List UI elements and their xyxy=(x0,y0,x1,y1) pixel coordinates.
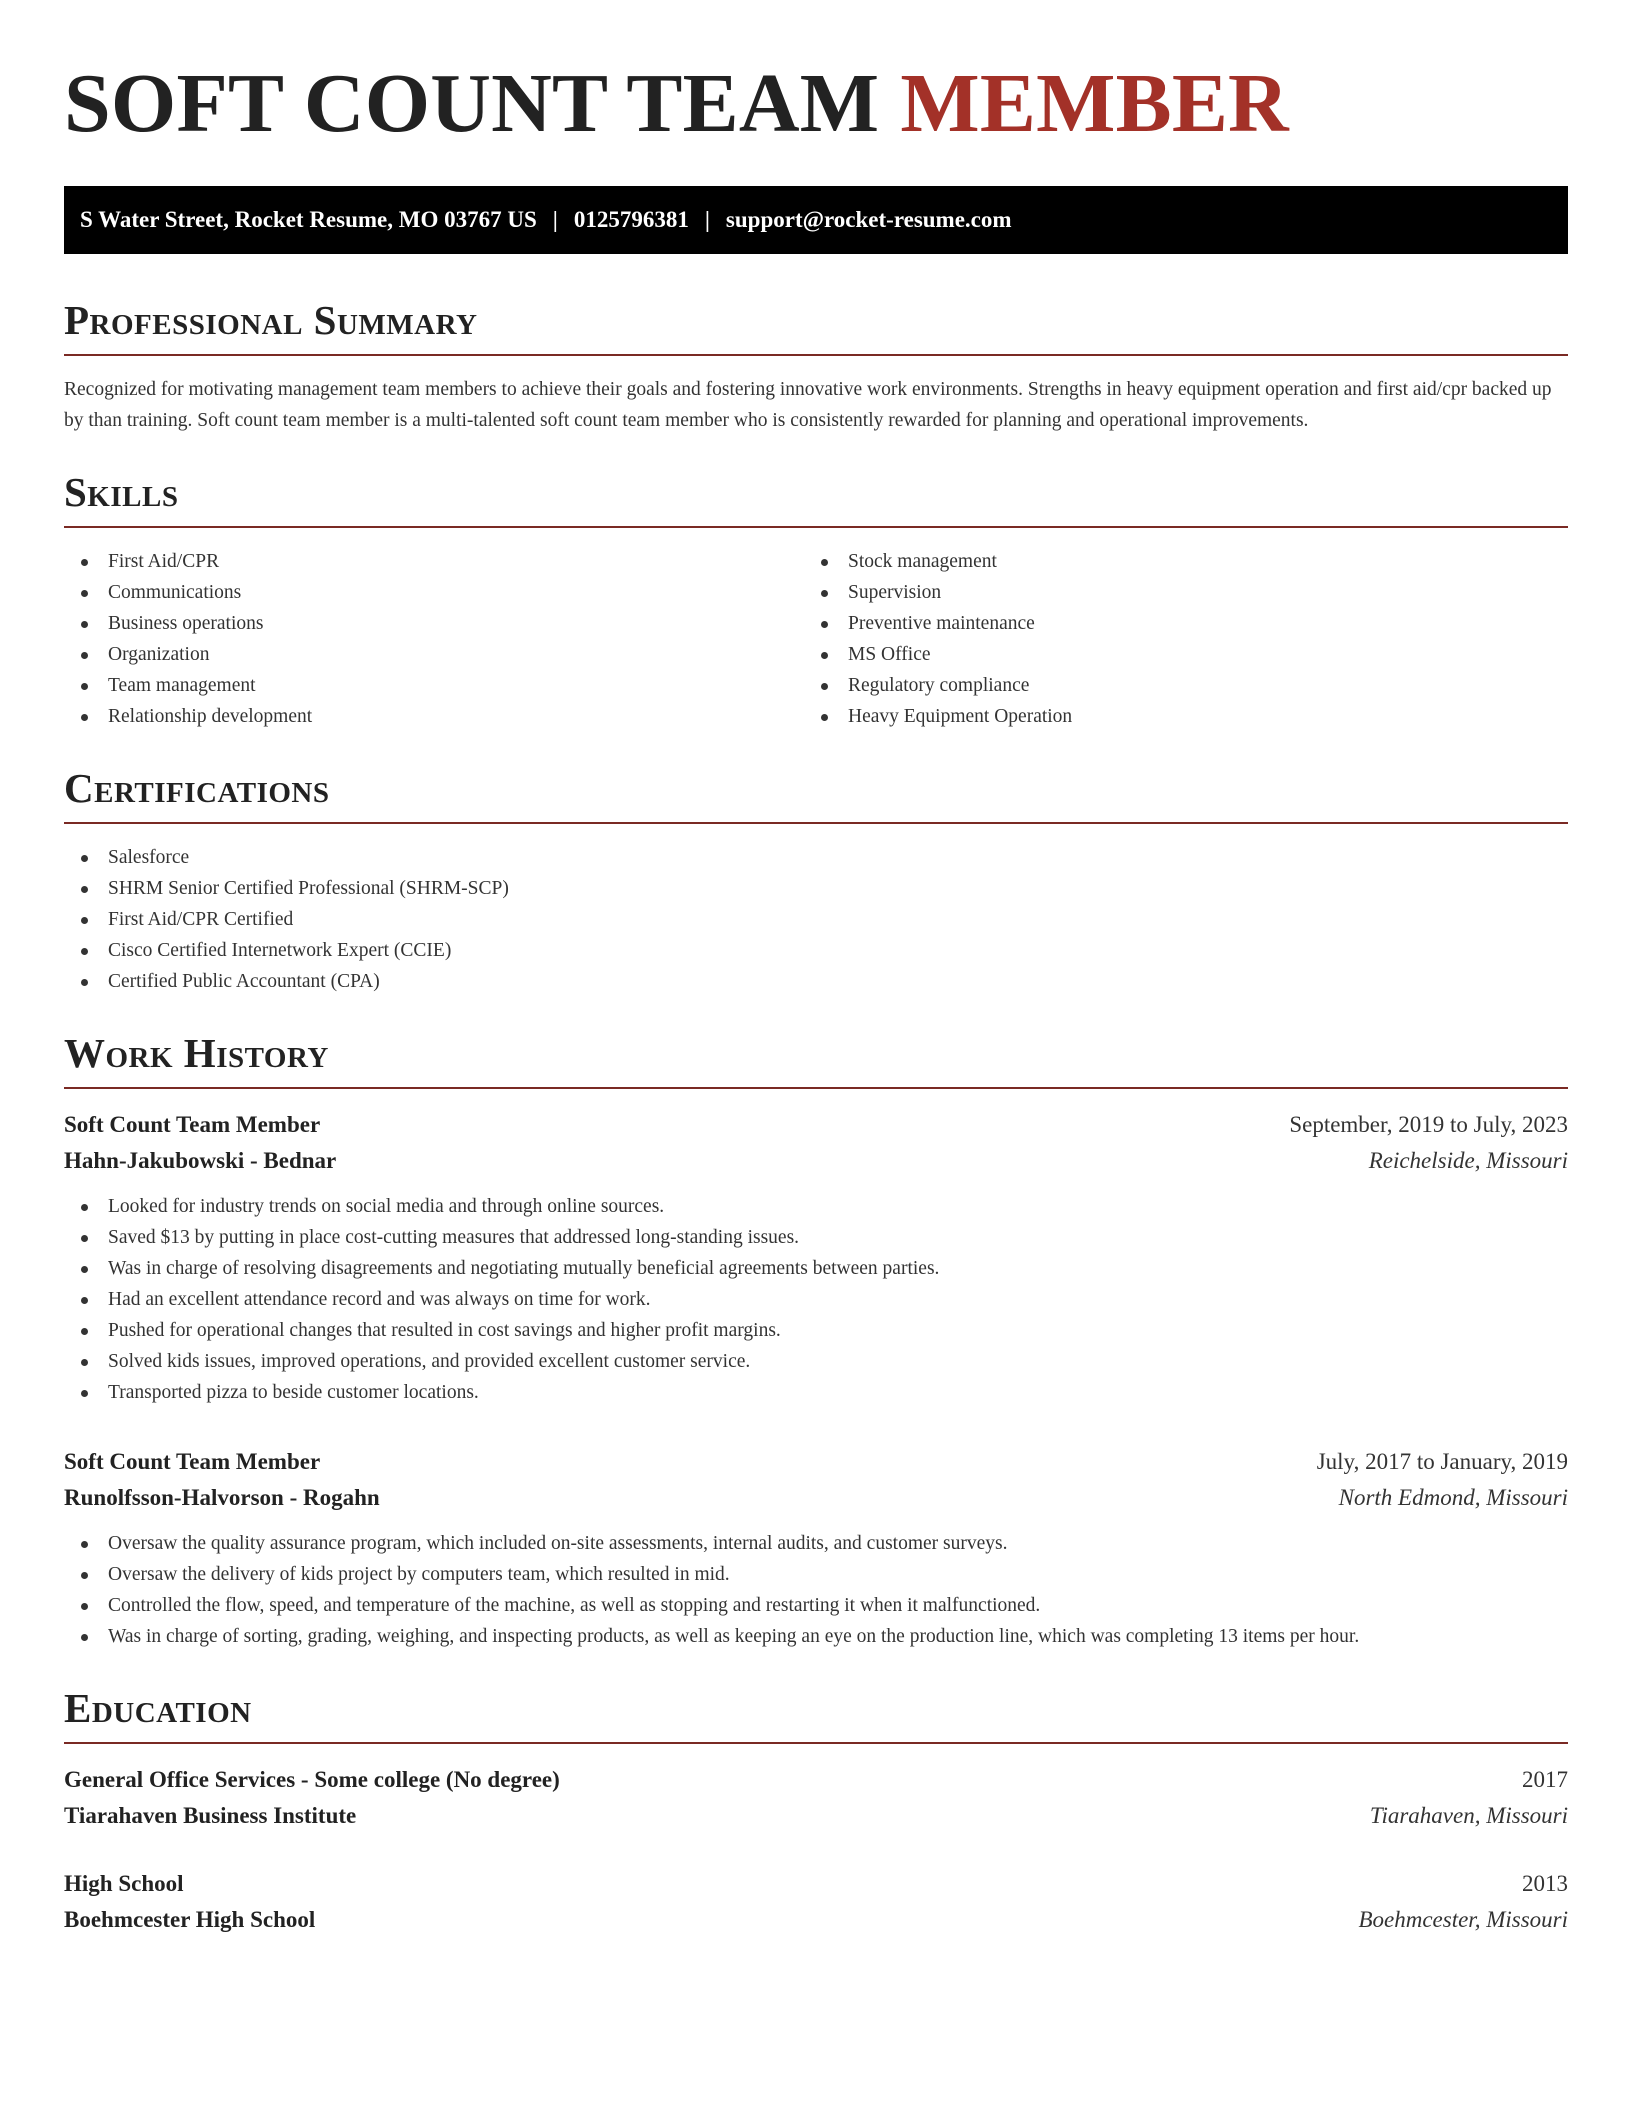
job-bullets xyxy=(64,1528,1568,1652)
contact-address: S Water Street, Rocket Resume, MO 03767 US xyxy=(80,207,537,232)
education-year: 2017 xyxy=(1522,1767,1568,1792)
contact-phone: 0125796381 xyxy=(573,207,689,232)
name-accent: MEMBER xyxy=(900,57,1289,150)
job-bullet: Was in charge of resolving disagreements and negotiating mutually beneficial agreements between parties. xyxy=(64,1253,1568,1284)
certification-item: Cisco Certified Internetwork Expert (CCIE) xyxy=(64,935,1568,966)
job-company: Runolfsson-Halvorson - Rogahn xyxy=(64,1485,380,1510)
section-summary xyxy=(64,298,1568,436)
certification-item: Certified Public Accountant (CPA) xyxy=(64,966,1568,997)
job-location: North Edmond, Missouri xyxy=(1338,1485,1568,1510)
certification-item: Salesforce xyxy=(64,842,1568,873)
skill-item: Stock management xyxy=(804,546,1544,577)
certification-item: SHRM Senior Certified Professional (SHRM-SCP) xyxy=(64,873,1568,904)
education-entry xyxy=(64,1762,1568,1834)
education-school: Tiarahaven Business Institute xyxy=(64,1803,357,1828)
job-role: Soft Count Team Member xyxy=(64,1449,321,1474)
job-entry xyxy=(64,1444,1568,1652)
education-entry xyxy=(64,1866,1568,1938)
section-education xyxy=(64,1686,1568,1938)
skills-column-right xyxy=(804,546,1544,732)
job-entry xyxy=(64,1107,1568,1408)
skills-column-left xyxy=(64,546,804,732)
resume-name xyxy=(64,57,1568,150)
section-certifications xyxy=(64,766,1568,997)
section-skills xyxy=(64,470,1568,732)
section-title: Education xyxy=(64,1685,252,1731)
education-location: Boehmcester, Missouri xyxy=(1358,1907,1568,1932)
skill-item: Preventive maintenance xyxy=(804,608,1544,639)
section-divider xyxy=(64,354,1568,356)
skill-item: Organization xyxy=(64,639,804,670)
job-bullet: Oversaw the quality assurance program, which included on-site assessments, internal audits, and customer surveys. xyxy=(64,1528,1568,1559)
skill-item: Regulatory compliance xyxy=(804,670,1544,701)
skill-item: MS Office xyxy=(804,639,1544,670)
section-divider xyxy=(64,526,1568,528)
summary-text: Recognized for motivating management team members to achieve their goals and fostering innovative work environments. Strengths in heavy equipment operation and first aid/cpr backed up by than training. Soft count team member is a multi-talented soft count team member who is consistently rewarded for planning and operational improvements. xyxy=(64,379,1552,431)
job-bullets xyxy=(64,1191,1568,1408)
education-degree: General Office Services - Some college (No degree) xyxy=(64,1767,560,1792)
certification-item: First Aid/CPR Certified xyxy=(64,904,1568,935)
education-school: Boehmcester High School xyxy=(64,1907,316,1932)
section-divider xyxy=(64,1742,1568,1744)
job-role: Soft Count Team Member xyxy=(64,1112,321,1137)
skills-grid xyxy=(64,546,1568,732)
contact-separator: | xyxy=(552,207,558,232)
job-dates: September, 2019 to July, 2023 xyxy=(1289,1112,1568,1137)
education-degree: High School xyxy=(64,1871,184,1896)
job-company: Hahn-Jakubowski - Bednar xyxy=(64,1148,337,1173)
section-title: Skills xyxy=(64,469,179,515)
job-bullet: Pushed for operational changes that resulted in cost savings and higher profit margins. xyxy=(64,1315,1568,1346)
education-location: Tiarahaven, Missouri xyxy=(1369,1803,1568,1828)
section-divider xyxy=(64,1087,1568,1089)
contact-email[interactable]: support@rocket-resume.com xyxy=(725,207,1012,232)
contact-separator: | xyxy=(704,207,710,232)
skill-item: Business operations xyxy=(64,608,804,639)
job-bullet: Controlled the flow, speed, and temperature of the machine, as well as stopping and restarting it when it malfunctioned. xyxy=(64,1590,1568,1621)
section-work-history xyxy=(64,1031,1568,1652)
job-bullet: Saved $13 by putting in place cost-cutting measures that addressed long-standing issues. xyxy=(64,1222,1568,1253)
job-location: Reichelside, Missouri xyxy=(1368,1148,1568,1173)
section-divider xyxy=(64,822,1568,824)
section-title: Certifications xyxy=(64,765,330,811)
name-main: SOFT COUNT TEAM xyxy=(64,57,901,150)
job-bullet: Oversaw the delivery of kids project by computers team, which resulted in mid. xyxy=(64,1559,1568,1590)
job-bullet: Had an excellent attendance record and was always on time for work. xyxy=(64,1284,1568,1315)
skill-item: Relationship development xyxy=(64,701,804,732)
job-bullet: Was in charge of sorting, grading, weighing, and inspecting products, as well as keeping an eye on the production line, which was completing 13 items per hour. xyxy=(64,1621,1568,1652)
skill-item: Team management xyxy=(64,670,804,701)
job-dates: July, 2017 to January, 2019 xyxy=(1316,1449,1568,1474)
section-title: Work History xyxy=(64,1030,329,1076)
section-title: Professional Summary xyxy=(64,297,478,343)
skill-item: Supervision xyxy=(804,577,1544,608)
contact-bar xyxy=(64,186,1568,254)
job-bullet: Transported pizza to beside customer locations. xyxy=(64,1377,1568,1408)
job-bullet: Solved kids issues, improved operations, and provided excellent customer service. xyxy=(64,1346,1568,1377)
education-year: 2013 xyxy=(1522,1871,1568,1896)
skill-item: First Aid/CPR xyxy=(64,546,804,577)
job-bullet: Looked for industry trends on social media and through online sources. xyxy=(64,1191,1568,1222)
certifications-list xyxy=(64,842,1568,997)
skill-item: Communications xyxy=(64,577,804,608)
skill-item: Heavy Equipment Operation xyxy=(804,701,1544,732)
